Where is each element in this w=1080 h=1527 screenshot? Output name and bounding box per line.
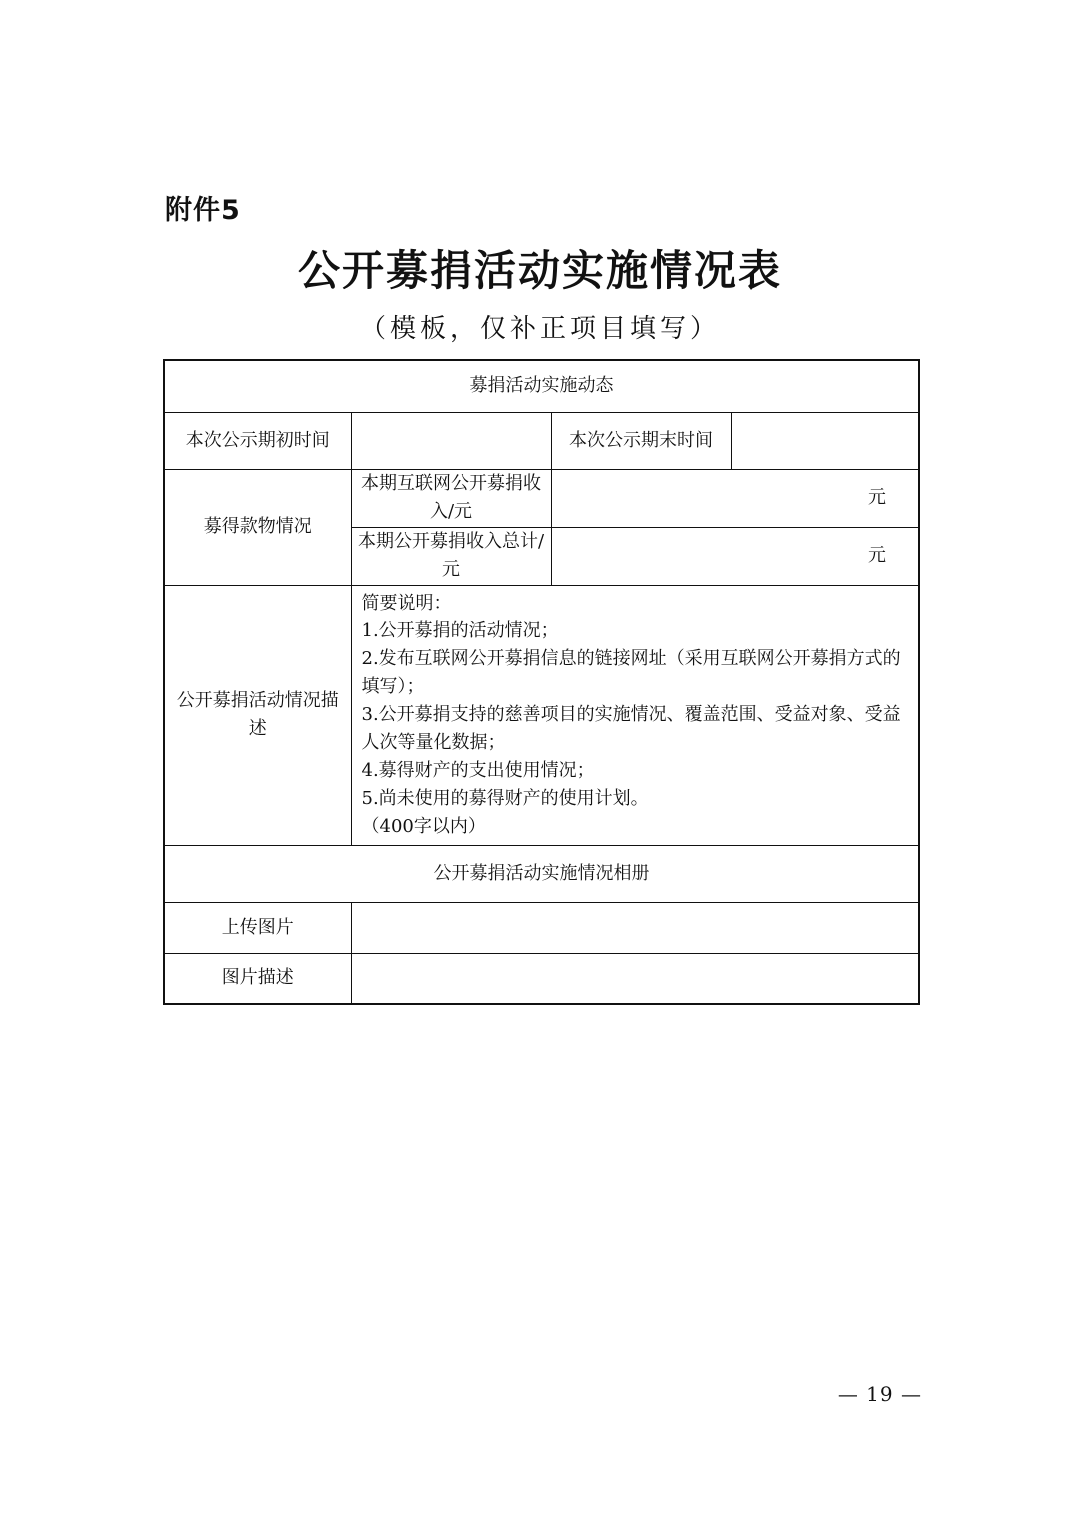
end-time-field[interactable] <box>731 412 919 469</box>
desc-line: 1.公开募捐的活动情况； <box>361 620 559 642</box>
total-income-label: 本期公开募捐收入总计/元 <box>351 527 551 585</box>
desc-line: 2.发布互联网公开募捐信息的链接网址（采用互联网公开募捐方式的填写）； <box>361 648 901 698</box>
page-title: 公开募捐活动实施情况表 <box>297 246 782 295</box>
upload-row <box>164 902 919 953</box>
activity-description-row <box>164 585 919 845</box>
desc-line: （400字以内） <box>361 815 486 837</box>
page-subtitle: （模板，仅补正项目填写） <box>359 314 720 344</box>
total-income-unit: 元 <box>868 545 886 567</box>
activity-desc-field[interactable] <box>351 585 919 845</box>
implementation-form-table <box>163 359 920 1005</box>
image-desc-field[interactable] <box>351 953 919 1004</box>
desc-line: 4.募得财产的支出使用情况； <box>361 759 595 781</box>
internet-income-field[interactable] <box>551 469 919 527</box>
section-header-row <box>164 360 919 412</box>
page-number: — 19 — <box>837 1382 922 1406</box>
internet-income-row <box>164 469 919 527</box>
album-header-row <box>164 845 919 902</box>
period-time-row <box>164 412 919 469</box>
section-title-album: 公开募捐活动实施情况相册 <box>164 845 919 902</box>
funds-label: 募得款物情况 <box>164 469 351 585</box>
internet-income-label: 本期互联网公开募捐收入/元 <box>351 469 551 527</box>
desc-line: 简要说明： <box>361 592 452 614</box>
image-desc-label: 图片描述 <box>164 953 351 1004</box>
upload-field[interactable] <box>351 902 919 953</box>
attachment-label: 附件5 <box>165 195 241 226</box>
image-desc-row <box>164 953 919 1004</box>
activity-desc-label: 公开募捐活动情况描述 <box>164 585 351 845</box>
desc-line: 3.公开募捐支持的慈善项目的实施情况、覆盖范围、受益对象、受益人次等量化数据； <box>361 704 901 753</box>
start-time-field[interactable] <box>351 412 551 469</box>
total-income-field[interactable] <box>551 527 919 585</box>
section-title-dynamics: 募捐活动实施动态 <box>164 360 919 412</box>
desc-line: 5.尚未使用的募得财产的使用计划。 <box>361 787 649 809</box>
internet-income-unit: 元 <box>868 487 886 509</box>
upload-label: 上传图片 <box>164 902 351 953</box>
end-time-label: 本次公示期末时间 <box>551 412 731 469</box>
start-time-label: 本次公示期初时间 <box>164 412 351 469</box>
